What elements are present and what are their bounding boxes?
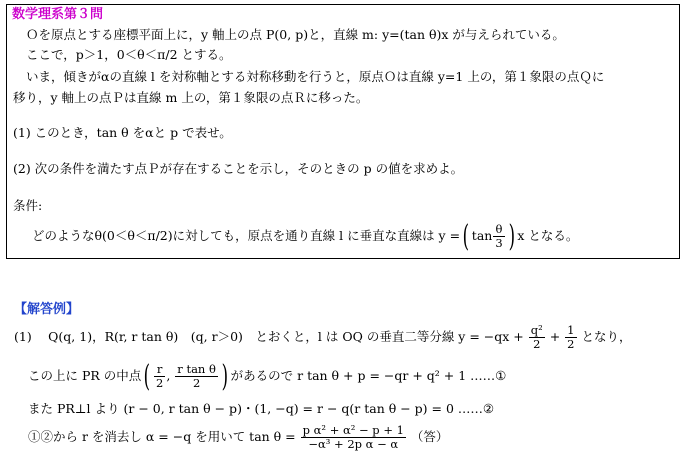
answer-4-start: ①②から r を消去し α = −q を用いて tan θ = — [28, 429, 296, 444]
condition-line — [32, 219, 578, 253]
condition-text: どのようなθ(0＜θ＜π/2)に対しても，原点を通り直線 l に垂直な直線は y = — [32, 228, 461, 243]
theta-over-3-fraction — [493, 223, 504, 250]
r-tan-theta-over-2 — [175, 363, 218, 390]
fraction-denominator: 2 — [533, 337, 541, 351]
question-1: (1) このとき，tan θ をαと p で表せ。 — [13, 125, 232, 140]
problem-line-2: ここで，p＞1，0＜θ＜π/2 とする。 — [26, 47, 232, 62]
comma: , — [166, 368, 171, 383]
condition-end: x となる。 — [517, 228, 579, 243]
answer-line-1 — [14, 320, 632, 354]
problem-line-4: 移り，y 軸上の点Ｐは直線 m 上の，第１象限の点Ｒに移った。 — [13, 90, 369, 105]
problem-line-1: Ｏを原点とする座標平面上に，y 軸上の点 P(0, p)と，直線 m: y=(tan θ)x が与えられている。 — [26, 27, 565, 42]
answer-1-end: となり， — [581, 329, 632, 344]
condition-tan: tan — [471, 228, 493, 243]
fraction-numerator: r — [154, 363, 165, 377]
fraction-numerator: 1 — [567, 323, 575, 337]
fraction-denominator: 2 — [192, 376, 201, 390]
one-half-fraction — [565, 324, 576, 351]
answer-line-3: また PR⊥l より (r − 0, r tan θ − p)・(1, −q) = r − q(r tan θ − p) = 0 ……② — [28, 401, 495, 416]
right-paren: ) — [508, 218, 515, 254]
problem-title: 数学理系第３問 — [12, 7, 104, 22]
answer-mark: （答） — [410, 429, 449, 444]
q-squared-over-2 — [529, 324, 545, 351]
tan-theta-fraction — [301, 424, 406, 451]
r-over-2 — [154, 363, 165, 390]
fraction-denominator: 2 — [156, 376, 164, 390]
problem-line-3: いま，傾きがαの直線 l を対称軸とする対称移動を行うと，原点Ｏは直線 y=1 上の，第１象限の点Ｑに — [26, 69, 605, 84]
fraction-denominator: 2 — [567, 337, 575, 351]
right-paren: ) — [221, 358, 229, 394]
answer-1-start: (1) Q(q, 1)，R(r, r tan θ) (q, r＞0) とおくと，l は OQ の垂直二等分線 y = −qx + — [14, 329, 524, 344]
answer-line-2 — [28, 359, 506, 393]
problem-box — [6, 4, 680, 259]
fraction-denominator: 3 — [495, 236, 503, 250]
answer-2-end: があるので r tan θ + p = −qr + q² + 1 ……① — [230, 368, 507, 383]
fraction-numerator: p α² + α² − p + 1 — [302, 423, 404, 437]
condition-label: 条件: — [13, 198, 43, 213]
fraction-denominator: −α³ + 2p α − α — [308, 437, 399, 451]
question-2: (2) 次の条件を満たす点Ｐが存在することを示し，そのときの p の値を求めよ。 — [13, 161, 464, 176]
answer-2-start: この上に PR の中点 — [28, 368, 142, 383]
answer-heading: 【解答例】 — [14, 302, 80, 317]
fraction-numerator: q² — [530, 323, 543, 337]
fraction-numerator: θ — [493, 223, 504, 237]
left-paren: ( — [462, 218, 470, 254]
fraction-numerator: r tan θ — [177, 362, 216, 376]
answer-line-4 — [28, 420, 448, 454]
plus-sign: + — [549, 329, 561, 344]
left-paren: ( — [143, 358, 151, 394]
